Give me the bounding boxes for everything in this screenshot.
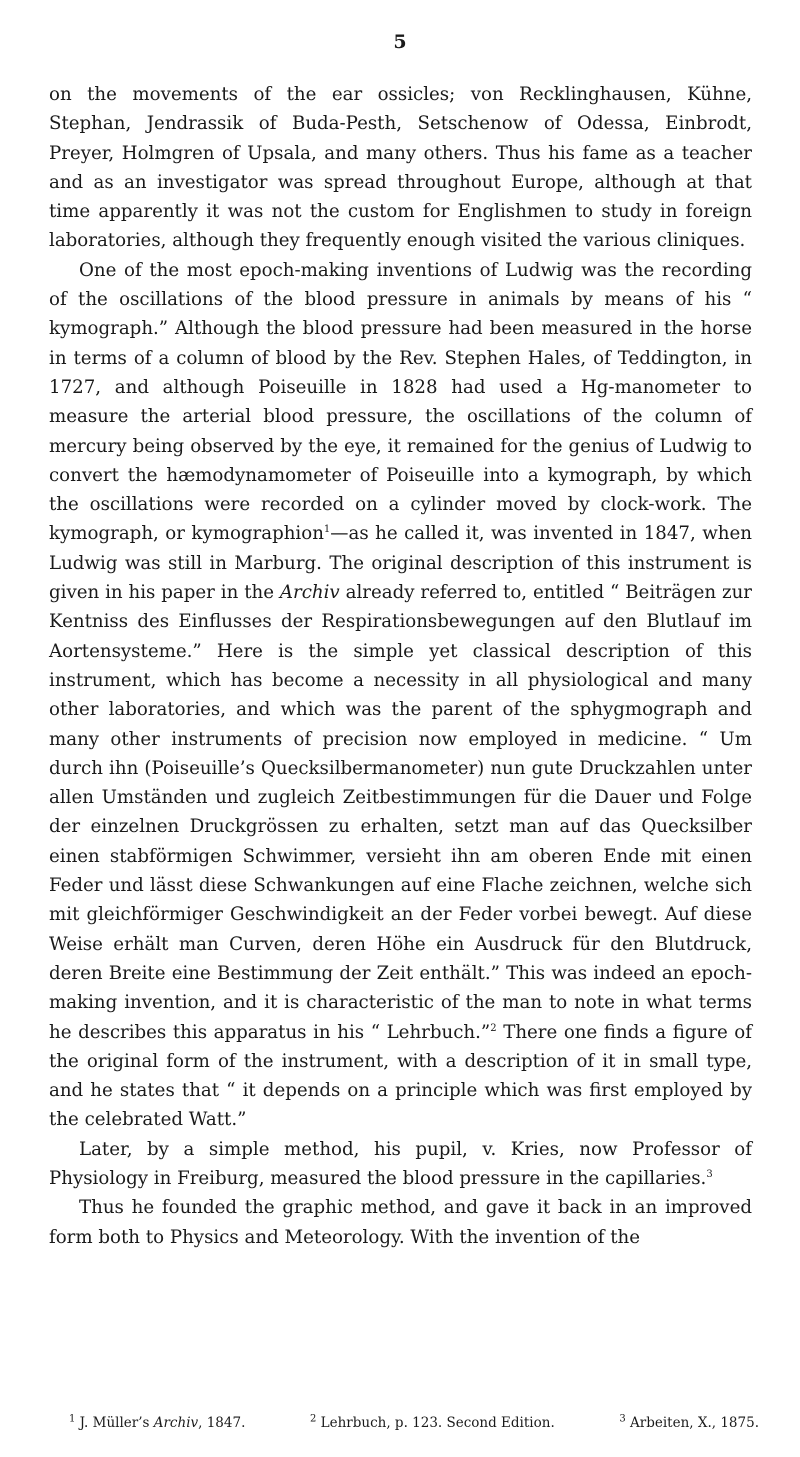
footnote-2-text: Lehrbuch, p. 123. Second Edition. xyxy=(320,1415,555,1431)
footnote-1-title: Archiv xyxy=(153,1415,199,1431)
footnote-ref-2: 2 xyxy=(490,1022,497,1034)
footnote-3-text: Arbeiten, X., 1875. xyxy=(630,1415,759,1431)
paragraph-2-part-d: There one finds a figure of the original form of the instrument, with a description of it in small type, and he states that “ it depends on a principle which was first employed by the celebrated Watt.” xyxy=(49,1021,752,1131)
footnote-3-marker: 3 xyxy=(619,1413,626,1425)
paragraph-2-part-c: already referred to, entitled “ Beiträgen zur Kentniss des Einflusses der Respirationsbewegungen auf den Blutlauf im Aortensysteme.” Here is the simple yet classical description of this instrument, which has become a necessity in all physiological and many other laboratories, and which was the parent of the sphygmograph and many other instruments of precision now employed in medicine. “ Um durch ihn (Poiseuille’s Quecksilbermanometer) nun gute Druckzahlen unter allen Umständen und zugleich Zeitbestimmungen für die Dauer und Folge der einzelnen Druckgrössen zu erhalten, setzt man auf das Quecksilber einen stabförmigen Schwimmer, versieht ihn am oberen Ende mit einen Feder und lässt diese Schwankungen auf eine Flache zeichnen, welche sich mit gleichförmiger Geschwindigkeit an der Feder vorbei bewegt. Auf diese Weise erhält man Curven, deren Höhe ein Ausdruck für den Blutdruck, deren Breite eine Bestimmung der Zeit enthält.” This was indeed an epoch-making invention, and it is characteristic of the man to note in what terms he describes this apparatus in his “ Lehrbuch.” xyxy=(49,582,752,1043)
paragraph-2-part-b: —as he called it, was invented in 1847, when Ludwig was still in Marburg. The original description of this instrument is given in his paper in the xyxy=(49,523,752,604)
paragraph-2-part-a: One of the most epoch-making inventions of Ludwig was the recording of the oscillations of the blood pressure in animals by means of his “ kymograph.” Although the blood pressure had been measured in the horse in terms of a column of blood by the Rev. Stephen Hales, of Teddington, in 1727, and although Poiseuille in 1828 had used a Hg-manometer to measure the arterial blood pressure, the oscillations of the column of mercury being observed by the eye, it remained for the genius of Ludwig to convert the hæmodynamometer of Poiseuille into a kymograph, by which the oscillations were recorded on a cylinder moved by clock-work. The kymograph, or kymographion xyxy=(49,259,752,545)
paragraph-3-text: Later, by a simple method, his pupil, v. Kries, now Professor of Physiology in Freiburg, measured the blood pressure in the capillaries. xyxy=(49,1138,752,1189)
footnote-1-pre: J. Müller’s xyxy=(79,1415,150,1431)
paragraph-3 xyxy=(49,1135,752,1194)
footnote-1 xyxy=(69,1414,245,1432)
footnote-1-marker: 1 xyxy=(69,1413,76,1425)
footnote-3 xyxy=(619,1414,759,1432)
archiv-title: Archiv xyxy=(279,582,340,604)
paragraph-4: Thus he founded the graphic method, and gave it back in an improved form both to Physics and Meteorology. With the invention of the xyxy=(49,1197,752,1248)
footnote-ref-1: 1 xyxy=(323,524,331,536)
paragraph-1: on the movements of the ear ossicles; von Recklinghausen, Kühne, Stephan, Jendrassik of Buda-Pesth, Setschenow of Odessa, Einbrodt, Preyer, Holmgren of Upsala, and many others. Thus his fame as a teacher and as an investigator was spread throughout Europe, although at that time apparently it was not the custom for Englishmen to study in foreign laboratories, although they frequently enough visited the various cliniques. xyxy=(49,84,752,252)
footnotes xyxy=(69,1414,759,1432)
footnote-1-post: , 1847. xyxy=(198,1415,246,1431)
footnote-2 xyxy=(310,1414,555,1432)
paragraph-2 xyxy=(49,256,752,1135)
footnote-ref-3: 3 xyxy=(706,1168,713,1180)
body-text xyxy=(49,80,752,1252)
footnote-2-marker: 2 xyxy=(309,1413,317,1425)
page-number: 5 xyxy=(393,31,407,53)
